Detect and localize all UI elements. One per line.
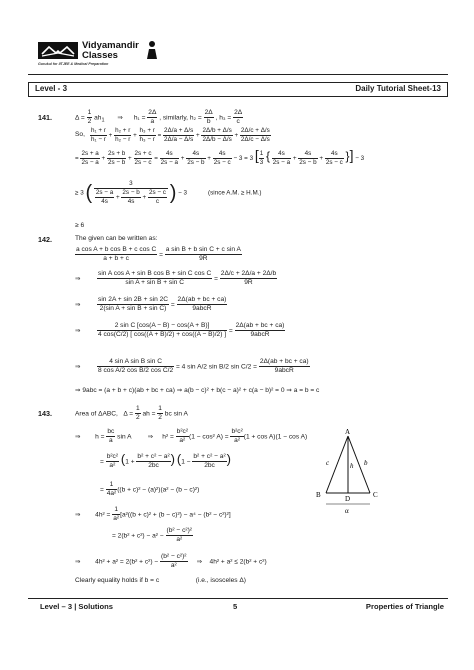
footer-rule (28, 598, 448, 599)
label-alpha: α (345, 507, 349, 515)
vertex-B: B (316, 491, 321, 499)
logo-tagline: Gurukul for IITJEE & Medical Preparation (38, 62, 109, 66)
p143-line4: = $\frac{1}{\text{4a²}}$ ((b + c)² − (a)²)(a² − (b − c)²) (100, 481, 200, 497)
p141-line2: $\frac{\text{h₁ + r}}{\text{h₁ − r}}$ + $\frac{\text{h₂ + r}}{\text{h₂ − r}}$ + $\frac{\text{h₃ + r}}{\text{h₃ − r}}$ = $\frac{2\Delta/a + \Delta/s}{2\Delta/a - \Delta/s}$ + $\frac{2\Delta/b + \Delta/s}{2\Delta/b - \Delta/s}$ + $\frac{2\Delta/c + \Delta/s}{2\Delta/c - \Delta/s}$ (91, 127, 270, 143)
p142-line5: ⇒ $\frac{\text{4 sin A sin B sin C}}{\text{8 cos A/2 cos B/2 cos C/2}}$ = 4 sin A/2 sin B/2 sin C/2 = $\frac{2\Delta(ab + bc + ca)}{\text{9abcR}}$ (75, 358, 309, 374)
p143-line8: Clearly equality holds if b = c (i.e., isosceles Δ) (75, 577, 246, 584)
p141-line3: = $\frac{2s + a}{2s - a}$ + $\frac{2s + b}{2s - b}$ + $\frac{2s + c}{2s - c}$ = $\frac{4s}{2s - a}$ + $\frac{4s}{2s - b}$ + $\frac{4s}{2s - c}$ − 3 = 3 [ $\frac{1}{3}$ { $\frac{4s}{2s - a}$ + $\frac{4s}{2s - b}$ + $\frac{4s}{2s - c}$ }] − 3 (75, 147, 365, 166)
problem-142-number: 142. (38, 235, 52, 244)
p141-line1: Δ = $\frac{1}{2}$ $ah_1$ ⇒ h₁ = $\frac{2\Delta}{a}$ , similarly, h₂ = $\frac{2\Delta}{b}$ , h₃ = $\frac{2\Delta}{c}$ (75, 109, 243, 125)
sheet-label: Daily Tutorial Sheet-13 (355, 84, 441, 93)
vertex-A: A (345, 428, 351, 436)
triangle-figure (312, 428, 392, 518)
p143-line6: = 2(b² + c²) − a² − $\frac{\text{(b² − c²)²}}{\text{a²}}$ (112, 527, 192, 543)
level-bar (28, 82, 448, 97)
p141-line5: ≥ 6 (75, 222, 85, 229)
logo (38, 40, 156, 66)
vertex-C: C (373, 491, 378, 499)
scholar-icon (144, 40, 158, 60)
p143-line5: ⇒ 4h² = $\frac{1}{\text{a²}}$ [a²((b + c)² + (b − c)²) − a⁴ − (b² − c²)²] (75, 506, 231, 522)
p142-line3: ⇒ $\frac{\sin 2A + \sin 2B + \sin 2C}{\text{2(sin A + sin B + sin C)}}$ = $\frac{2\Delta(ab + bc + ca)}{\text{9abcR}}$ (75, 296, 227, 312)
p142-line4: ⇒ $\frac{\text{2 sin C [cos(A − B) − cos(A + B)]}}{4 \cos(C/2) [ \cos((A + B)/2) + \cos((A - B)/2) ]}$ = $\frac{2\Delta(ab + bc + ca)}{\text{9abcR}}$ (75, 322, 285, 338)
p142-line1: $\frac{\text{a cos A + b cos B + c cos C}}{a + b + c}$ = $\frac{\text{a sin B + b sin C + c sin A}}{9R}$ (76, 246, 241, 262)
page-number: 5 (233, 602, 238, 611)
problem-143-number: 143. (38, 409, 52, 418)
p141-line4: ≥ 3 ( 3 $\frac{2s - a}{4s}$ + $\frac{2s - b}{4s}$ + $\frac{2s - c}{c}$ ) − 3 (since A.M. ≥ H.M.) (75, 180, 262, 205)
label-b: b (364, 459, 368, 467)
footer-right: Properties of Triangle (365, 602, 444, 611)
label-c: c (326, 459, 330, 467)
level-label: Level - 3 (35, 84, 68, 93)
p141-so: So, (75, 131, 85, 138)
p142-line6: ⇒ 9abc = (a + b + c)(ab + bc + ca) ⇒ a(b − c)² + b(c − a)² + c(a − b)² = 0 ⇒ a = b = c (75, 387, 320, 394)
header-rule (28, 74, 448, 75)
p143-line7: ⇒ 4h² + a² = 2(b² + c²) − $\frac{\text{(b² − c²)²}}{\text{a²}}$ ⇒ 4h² + a² ≤ 2(b² + c²) (75, 553, 267, 569)
side-c (326, 436, 348, 493)
point-D: D (345, 495, 351, 503)
p142-intro: The given can be written as: (75, 235, 158, 242)
p143-line2: ⇒ h = $\frac{bc}{a}$ sin A ⇒ h² = $\frac{\text{b²c²}}{\text{a²}}$ (1 − cos² A) = $\frac{\text{b²c²}}{\text{a²}}$ (1 + cos A)(1 − cos A) (75, 428, 308, 444)
p142-line2: ⇒ $\frac{\text{sin A cos A + sin B cos B + sin C cos C}}{\text{sin A + sin B + sin C}}$ = $\frac{2\Delta/c + 2\Delta/a + 2\Delta/b}{9R}$ (75, 270, 277, 286)
label-h: h (350, 462, 354, 470)
problem-141-number: 141. (38, 113, 52, 122)
p143-line1: Area of ΔABC, Δ = $\frac{1}{2}$ ah = $\frac{1}{2}$ bc sin A (75, 405, 188, 421)
logo-text: Vidyamandir Classes (82, 40, 139, 61)
p143-line3: = $\frac{\text{b²c²}}{\text{a²}}$ (1 + $\frac{\text{b² + c² − a²}}{2bc}$ ) (1 − $\frac{\text{b² + c² − a²}}{2bc}$ ) (100, 451, 231, 469)
book-logo-icon (38, 40, 78, 60)
footer-left: Level – 3 | Solutions (40, 602, 114, 611)
